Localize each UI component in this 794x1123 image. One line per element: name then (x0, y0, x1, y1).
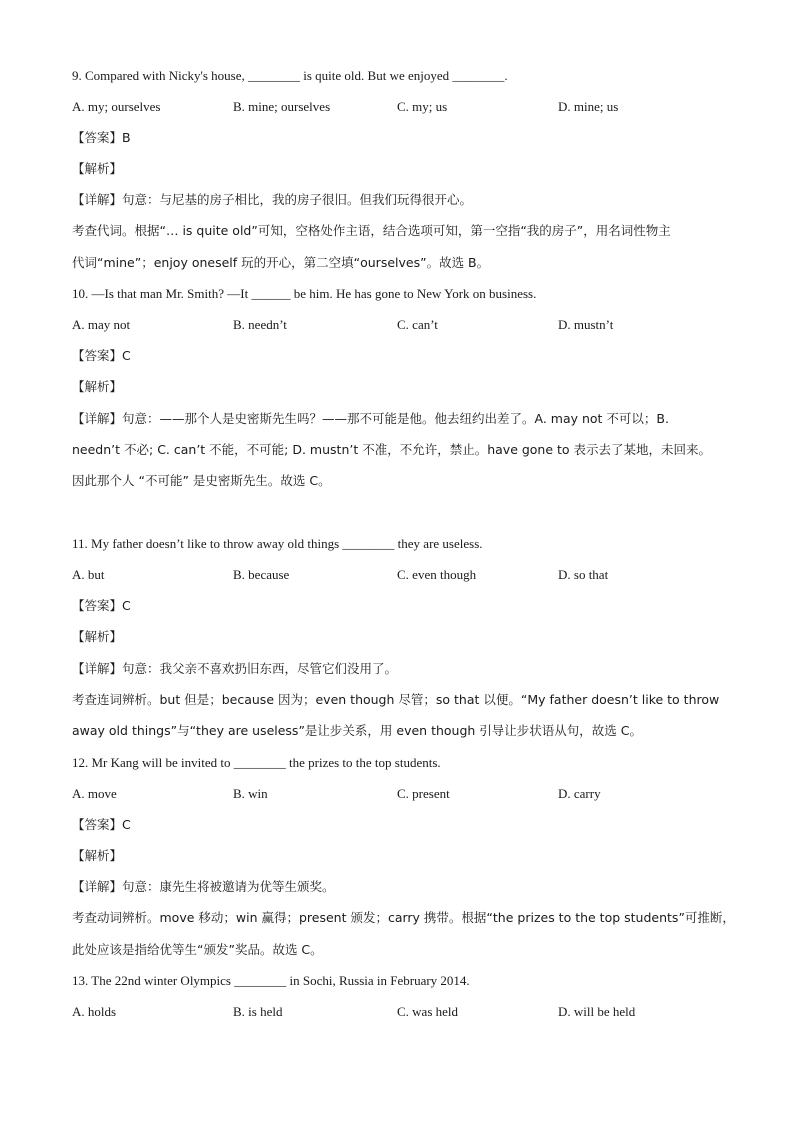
question-11-detail: 【详解】句意：我父亲不喜欢扔旧东西，尽管它们没用了。 (72, 661, 398, 676)
question-9-answer: 【答案】B (72, 130, 131, 145)
option-b: B. because (233, 567, 290, 582)
question-11-stem: 11. My father doesn’t like to throw away old things ________ they are useless. (72, 536, 483, 551)
question-11-explain-line: 考查连词辨析。but 但是；because 因为；even though 尽管；so that 以便。“My father doesn’t like to throw (72, 692, 720, 707)
question-12-answer: 【答案】C (72, 817, 131, 832)
question-11-options (72, 566, 752, 584)
question-12-detail: 【详解】句意：康先生将被邀请为优等生颁奖。 (72, 879, 335, 894)
question-9-detail: 【详解】句意：与尼基的房子相比，我的房子很旧。但我们玩得很开心。 (72, 192, 473, 207)
question-9-analysis-label: 【解析】 (72, 161, 123, 176)
option-a: A. may not (72, 317, 131, 332)
option-a: A. move (72, 786, 117, 801)
question-12-stem: 12. Mr Kang will be invited to ________ the prizes to the top students. (72, 755, 441, 770)
question-10-analysis-label: 【解析】 (72, 379, 123, 394)
option-d: D. mine; us (558, 99, 619, 114)
option-b: B. is held (233, 1004, 283, 1019)
option-d: D. carry (558, 786, 601, 801)
question-11-analysis-label: 【解析】 (72, 629, 123, 644)
question-10-explain-line: 因此那个人 “不可能” 是史密斯先生。故选 C。 (72, 473, 331, 488)
question-10-options (72, 316, 752, 334)
question-10-explain-line: 【详解】句意：——那个人是史密斯先生吗？——那不可能是他。他去纽约出差了。A. may not 不可以；B. (72, 411, 669, 426)
option-a: A. my; ourselves (72, 99, 161, 114)
option-d: D. will be held (558, 1004, 636, 1019)
question-13-stem: 13. The 22nd winter Olympics ________ in Sochi, Russia in February 2014. (72, 973, 470, 988)
question-9-explain-line: 考查代词。根据“… is quite old”可知，空格处作主语，结合选项可知，第一空指“我的房子”，用名词性物主 (72, 223, 671, 238)
question-10-stem: 10. —Is that man Mr. Smith? —It ______ be him. He has gone to New York on business. (72, 286, 537, 301)
option-c: C. can’t (397, 317, 438, 332)
option-d: D. mustn’t (558, 317, 614, 332)
question-10-answer: 【答案】C (72, 348, 131, 363)
option-b: B. mine; ourselves (233, 99, 331, 114)
option-c: C. was held (397, 1004, 459, 1019)
question-9-stem: 9. Compared with Nicky's house, ________ is quite old. But we enjoyed ________. (72, 68, 508, 83)
question-12-analysis-label: 【解析】 (72, 848, 123, 863)
question-10-explain-line: needn’t 不必; C. can’t 不能，不可能; D. mustn’t 不准，不允许，禁止。have gone to 表示去了某地，未回来。 (72, 442, 712, 457)
question-12-explain-line: 此处应该是指给优等生“颁发”奖品。故选 C。 (72, 942, 323, 957)
option-a: A. but (72, 567, 105, 582)
question-13-options (72, 1003, 752, 1021)
option-b: B. needn’t (233, 317, 287, 332)
question-11-explain-line: away old things”与“they are useless”是让步关系，用 even though 引导让步状语从句，故选 C。 (72, 723, 642, 738)
question-12-options (72, 785, 752, 803)
option-d: D. so that (558, 567, 609, 582)
option-c: C. even though (397, 567, 477, 582)
question-9-options (72, 98, 752, 116)
option-b: B. win (233, 786, 268, 801)
option-c: C. my; us (397, 99, 448, 114)
option-c: C. present (397, 786, 450, 801)
question-11-answer: 【答案】C (72, 598, 131, 613)
option-a: A. holds (72, 1004, 117, 1019)
question-9-explain-line: 代词“mine”；enjoy oneself 玩的开心，第二空填“ourselves”。故选 B。 (72, 255, 490, 270)
question-12-explain-line: 考查动词辨析。move 移动；win 赢得；present 颁发；carry 携带。根据“the prizes to the top students”可推断， (72, 910, 735, 925)
